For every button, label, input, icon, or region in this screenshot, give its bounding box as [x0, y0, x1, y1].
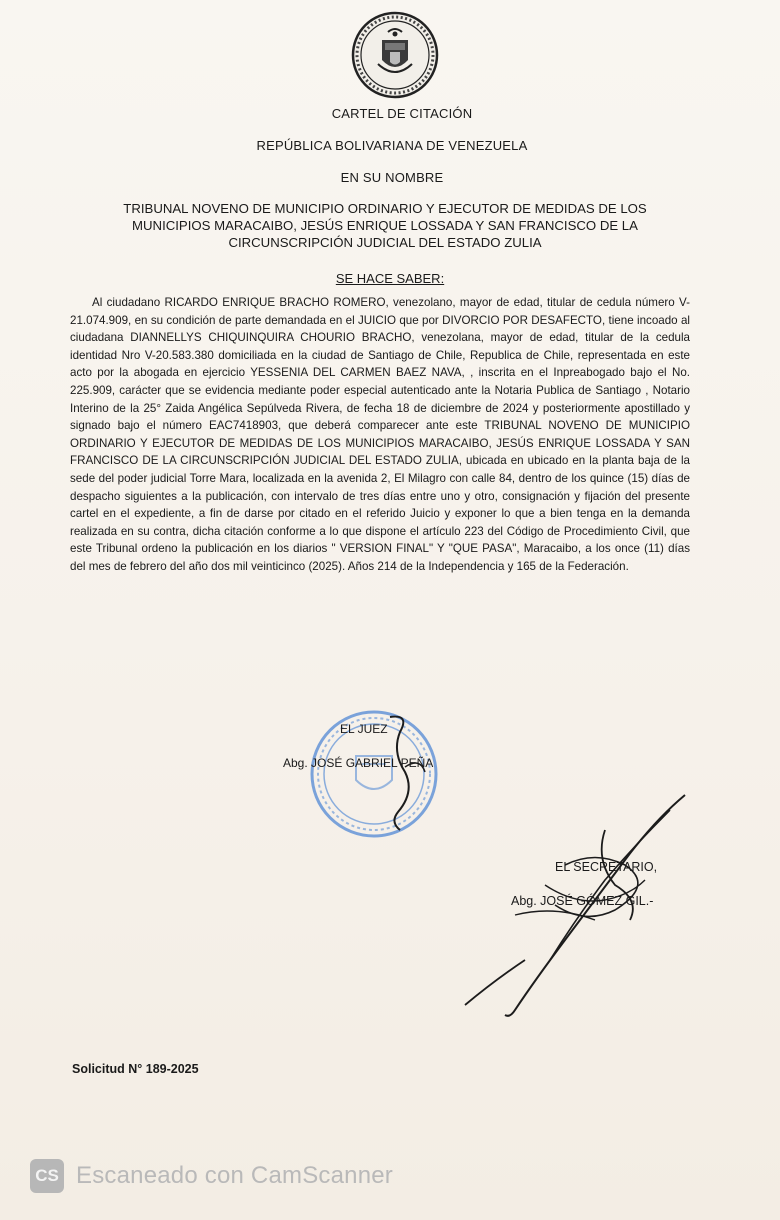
document-title: CARTEL DE CITACIÓN: [331, 106, 473, 121]
court-name: [90, 200, 680, 251]
republic-heading: REPÚBLICA BOLIVARIANA DE VENEZUELA: [256, 138, 528, 153]
judge-name: Abg. JOSÉ GABRIEL PEÑA: [283, 756, 434, 770]
court-line: MUNICIPIOS MARACAIBO, JESÚS ENRIQUE LOSSADA Y SAN FRANCISCO DE LA: [132, 218, 638, 233]
citation-paragraph: Al ciudadano RICARDO ENRIQUE BRACHO ROMERO, venezolano, mayor de edad, titular de cedula número V-21.074.909, en su condición de parte demandada en el JUICIO que por DIVORCIO POR DESAFECTO, tiene incoado al ciudadana DIANNELLYS CHIQUINQUIRA CHOURIO BRACHO, venezolana, mayor de edad, titular de la cedula identidad Nro V-20.583.380 domiciliada en la ciudad de Santiago de Chile, Republica de Chile, representada en este acto por la abogada en ejercicio YESSENIA DEL CARMEN BAEZ NAVA, , inscrita en el Inpreabogado bajo el No. 225.909, carácter que se evidencia mediante poder especial autenticado ante la Notaria Publica de Santiago , Notario Interino de la 25° Zaida Angélica Sepúlveda Rivera, de fecha 18 de diciembre de 2024 y posteriormente apostillado y signado bajo el número EAC7418903, que deberá comparecer ante este TRIBUNAL NOVENO DE MUNICIPIO ORDINARIO Y EJECUTOR DE MEDIDAS DE LOS MUNICIPIOS MARACAIBO, JESÚS ENRIQUE LOSSADA Y SAN FRANCISCO DE LA CIRCUNSCRIPCIÓN JUDICIAL DEL ESTADO ZULIA, ubicada en ubicado en la planta baja de la sede del poder judicial Torre Mara, localizada en la avenida 2, El Milagro con calle 84, dentro de los quince (15) días de despacho siguientes a la publicación, con intervalo de tres días entre uno y otro, consignación y fijación del presente cartel en el expediente, a fin de darse por citado en el referido Juicio y exponer lo que a bien tenga en la demanda realizada en su contra, dicha citación conforme a lo que dispone el artículo 223 del Código de Procedimiento Civil, que este Tribunal ordeno la publicación en los diarios " VERSION FINAL" Y "QUE PASA", Maracaibo, a los once (11) días del mes de febrero del año dos mil veinticinco (2025). Años 214 de la Independencia y 165 de la Federación.: [70, 296, 690, 573]
citation-body: [70, 294, 690, 576]
court-seal-top-icon: [350, 10, 440, 100]
request-number: Solicitud N° 189-2025: [72, 1062, 199, 1076]
camscanner-watermark: [30, 1158, 393, 1194]
secretary-name: Abg. JOSÉ GÓMEZ GIL.-: [511, 894, 654, 908]
se-hace-saber-heading: SE HACE SABER:: [335, 271, 445, 286]
judge-title: EL JUEZ: [340, 722, 388, 736]
court-line: TRIBUNAL NOVENO DE MUNICIPIO ORDINARIO Y EJECUTOR DE MEDIDAS DE LOS: [123, 201, 647, 216]
camscanner-text: Escaneado con CamScanner: [76, 1162, 393, 1189]
secretary-title: EL SECRETARIO,: [555, 860, 658, 874]
court-line: CIRCUNSCRIPCIÓN JUDICIAL DEL ESTADO ZULIA: [228, 235, 542, 250]
camscanner-logo-icon: CS: [30, 1159, 64, 1193]
in-name-heading: EN SU NOMBRE: [340, 170, 444, 185]
